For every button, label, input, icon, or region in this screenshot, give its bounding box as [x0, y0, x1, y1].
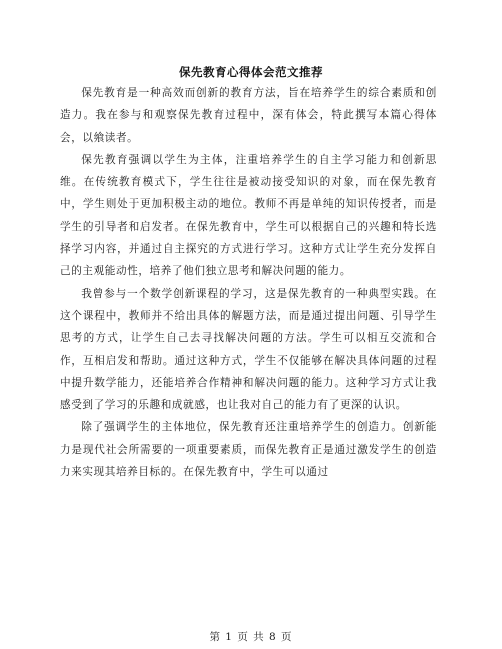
- paragraph: 保先教育强调以学生为主体，注重培养学生的自主学习能力和创新思维。在传统教育模式下，学生往往是被动接受知识的对象，而在保先教育中，学生则处于更加积极主动的地位。教师不再是单纯的知识传授者，而是学生的引导者和启发者。在保先教育中，学生可以根据自己的兴趣和特长选择学习内容，并通过自主探究的方式进行学习。这种方式让学生充分发挥自己的主观能动性，培养了他们独立思考和解决问题的能力。: [60, 153, 437, 278]
- paragraph: 除了强调学生的主体地位，保先教育还注重培养学生的创造力。创新能力是现代社会所需要的一项重要素质，而保先教育正是通过激发学生的创造力来实现其培养目标的。在保先教育中，学生可以通过: [60, 421, 437, 479]
- paragraph: 保先教育是一种高效而创新的教育方法，旨在培养学生的综合素质和创造力。我在参与和观察保先教育过程中，深有体会，特此撰写本篇心得体会，以飨读者。: [60, 87, 437, 144]
- page-number-footer: 第 1 页 共 8 页: [209, 631, 293, 643]
- document-body: [60, 82, 437, 483]
- document-title: 保先教育心得体会范文推荐: [179, 65, 323, 79]
- paragraph: 我曾参与一个数学创新课程的学习，这是保先教育的一种典型实践。在这个课程中，教师并不给出具体的解题方法，而是通过提出问题、引导学生思考的方式，让学生自己去寻找解决问题的方法。学生可以相互交流和合作，互相启发和帮助。通过这种方式，学生不仅能够在解决具体问题的过程中提升数学能力，还能培养合作精神和解决问题的能力。这种学习方式让我感受到了学习的乐趣和成就感，也让我对自己的能力有了更深的认识。: [60, 287, 437, 412]
